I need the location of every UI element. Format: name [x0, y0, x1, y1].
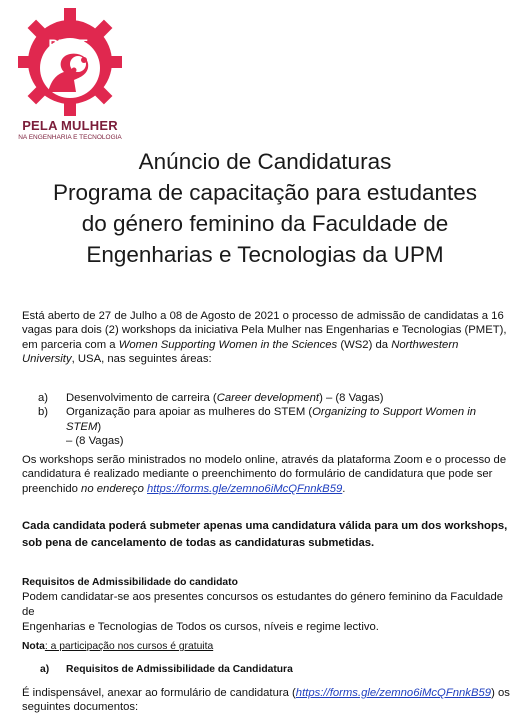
intro-line: Está aberto de 27 de Julho a 08 de Agosto de 2021 o processo de admissão de candidatas a 16 — [22, 310, 504, 322]
title-line: do género feminino da Faculdade de — [81, 211, 449, 236]
list-marker: b) — [38, 406, 49, 419]
annex-paragraph — [22, 686, 514, 715]
text: no endereço — [81, 482, 147, 495]
list-marker: a) — [40, 664, 50, 675]
list-marker: a) — [38, 392, 49, 404]
note-label: Nota — [22, 641, 45, 652]
org-name: PELA MULHER — [22, 118, 118, 133]
warning-line: Cada candidata poderá submeter apenas uma candidatura válida para um dos workshops, — [22, 520, 508, 532]
title-line: Engenharias e Tecnologias da UPM — [86, 242, 444, 267]
online-paragraph — [22, 453, 514, 496]
gear-tree-logo-icon — [18, 8, 122, 116]
org-subtitle: NA ENGENHARIA E TECNOLOGIA — [18, 134, 122, 141]
warning-line: sob pena de cancelamento de todas as candidaturas submetidas. — [22, 536, 375, 549]
requirements-section — [22, 575, 514, 635]
text: Desenvolvimento de carreira ( — [66, 392, 217, 404]
online-line: candidatura é realizado mediante o preenchimento do formulário de candidatura que pode ser — [22, 468, 493, 481]
form-link[interactable]: https://forms.gle/zemno6iMcQFnnkB59 — [147, 482, 343, 495]
online-line: Os workshops serão ministrados no modelo online, através da plataforma Zoom e o processo de — [22, 454, 507, 466]
intro-line: vagas para dois (2) workshops da iniciativa Pela Mulher nas Engenharias e Tecnologias (PMET), — [22, 324, 507, 337]
university-name: Northwestern — [391, 338, 459, 351]
text: ) — [97, 420, 102, 433]
text: preenchido — [22, 482, 82, 495]
list-item — [38, 391, 508, 405]
text: É indispensável, anexar ao formulário de candidatura ( — [22, 687, 296, 699]
intro-line — [22, 338, 514, 352]
form-link[interactable]: https://forms.gle/zemno6iMcQFnnkB59 — [295, 687, 492, 699]
pmet-logo — [14, 8, 126, 148]
text: ) os — [491, 687, 510, 699]
text: , USA, nas seguintes áreas: — [71, 353, 212, 366]
annex-line — [22, 686, 514, 700]
intro-line — [22, 352, 514, 366]
section-heading: Requisitos de Admissibilidade da Candidatura — [66, 664, 293, 675]
text: . — [342, 482, 346, 495]
university-name: University — [22, 353, 72, 366]
requirements-line: Engenharias e Tecnologias de Todos os cursos, níveis e regime lectivo. — [22, 621, 379, 633]
intro-paragraph — [22, 309, 514, 367]
announcement-title — [0, 146, 530, 270]
title-line: Anúncio de Candidaturas — [138, 149, 392, 174]
warning-paragraph — [22, 518, 514, 551]
section-heading: Requisitos de Admissibilidade do candidato — [22, 577, 238, 588]
online-line — [22, 482, 514, 496]
partner-name: Women Supporting Women in the Sciences — [118, 338, 338, 351]
text: – (8 Vagas) — [66, 435, 124, 448]
note — [22, 640, 514, 654]
title-line: Programa de capacitação para estudantes — [52, 180, 478, 205]
requirements-line: Podem candidatar-se aos presentes concursos os estudantes do género feminino da Faculdade de — [22, 591, 504, 618]
workshop-list — [38, 391, 508, 449]
text: (WS2) da — [337, 338, 392, 351]
pmet-badge — [38, 36, 98, 52]
note-text: : a participação nos cursos é gratuita — [44, 641, 214, 652]
candidacy-heading — [40, 663, 530, 677]
text: ) – (8 Vagas) — [319, 392, 384, 404]
text: em parceria com a — [22, 338, 119, 351]
annex-line: seguintes documentos: — [22, 701, 139, 714]
badge-text: PMET — [48, 36, 88, 52]
text: Organização para apoiar as mulheres do STEM ( — [66, 406, 313, 419]
list-item — [38, 405, 508, 448]
text: Organizing to Support Women in STEM — [66, 406, 477, 433]
text: Career development — [216, 392, 320, 404]
